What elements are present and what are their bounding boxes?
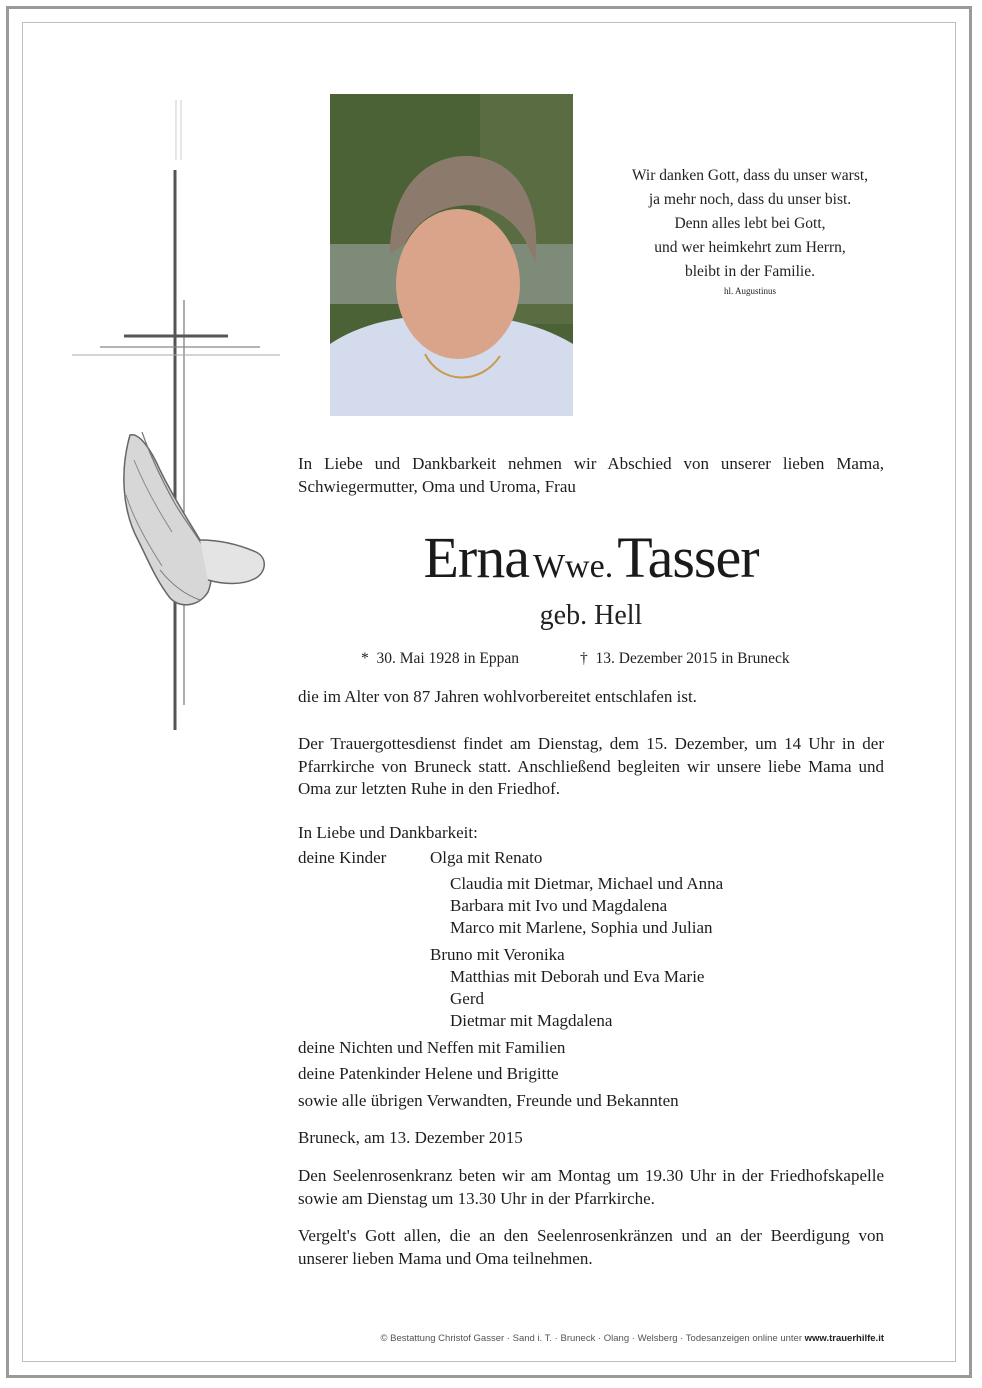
- grandchild-line: Dietmar mit Magdalena: [450, 1011, 613, 1030]
- age-line: die im Alter von 87 Jahren wohlvorbereitet entschlafen ist.: [298, 687, 697, 706]
- other-mourners: deine Nichten und Neffen mit Familien: [298, 1038, 566, 1057]
- children-label: deine Kinder: [298, 848, 387, 867]
- quote-line: und wer heimkehrt zum Herrn,: [654, 239, 846, 256]
- portrait-photo: [330, 94, 573, 416]
- intro-text: In Liebe und Dankbarkeit nehmen wir Abschied von unserer lieben Mama, Schwiegermutter, Oma und Uroma, Frau: [298, 454, 884, 496]
- footer: [298, 1333, 884, 1344]
- praying-hands-icon: [124, 432, 264, 605]
- grandchild-line: Marco mit Marlene, Sophia und Julian: [450, 918, 713, 937]
- other-mourners: sowie alle übrigen Verwandten, Freunde und Bekannten: [298, 1091, 679, 1110]
- mourners-heading: In Liebe und Dankbarkeit:: [298, 823, 478, 842]
- grandchild-line: Barbara mit Ivo und Magdalena: [450, 896, 668, 915]
- quote-line: Denn alles lebt bei Gott,: [674, 215, 826, 232]
- widow-title: Wwe.: [532, 548, 614, 585]
- grandchild-line: Claudia mit Dietmar, Michael und Anna: [450, 874, 724, 893]
- first-name: Erna: [423, 525, 529, 590]
- place-date: Bruneck, am 13. Dezember 2015: [298, 1128, 523, 1147]
- footer-url[interactable]: www.trauerhilfe.it: [804, 1333, 884, 1344]
- child-bruno: Bruno mit Veronika: [430, 945, 565, 964]
- child-olga: Olga mit Renato: [430, 848, 543, 867]
- rosary-text: Den Seelenrosenkranz beten wir am Montag um 19.30 Uhr in der Friedhofskapelle sowie am Dienstag um 13.30 Uhr in der Pfarrkirche.: [298, 1166, 884, 1208]
- quote-line: ja mehr noch, dass du unser bist.: [648, 191, 852, 208]
- deceased-name: [298, 524, 884, 591]
- quote-block: [590, 164, 910, 298]
- other-mourners: deine Patenkinder Helene und Brigitte: [298, 1064, 559, 1083]
- cross-with-praying-hands-icon: [60, 100, 300, 750]
- last-name: Tasser: [617, 525, 759, 590]
- grandchild-line: Matthias mit Deborah und Eva Marie: [450, 967, 705, 986]
- birth-date: * 30. Mai 1928 in Eppan: [361, 650, 519, 667]
- birth-symbol: *: [361, 650, 369, 667]
- service-text: Der Trauergottesdienst findet am Dienstag, dem 15. Dezember, um 14 Uhr in der Pfarrkirche von Bruneck statt. Anschließend begleiten wir unsere liebe Mama und Oma zur letzten Ruhe in den Friedhof.: [298, 734, 884, 798]
- thanks-text: Vergelt's Gott allen, die an den Seelenrosenkränzen und an der Beerdigung von unserer lieben Mama und Oma teilnehmen.: [298, 1226, 884, 1268]
- quote-line: bleibt in der Familie.: [684, 263, 815, 280]
- quote-line: Wir danken Gott, dass du unser warst,: [631, 167, 869, 184]
- birth-name: geb. Hell: [539, 600, 643, 631]
- grandchild-line: Gerd: [450, 989, 484, 1008]
- death-symbol: †: [580, 650, 588, 667]
- quote-source: hl. Augustinus: [723, 286, 776, 296]
- death-date: † 13. Dezember 2015 in Bruneck: [580, 650, 790, 667]
- footer-text: © Bestattung Christof Gasser · Sand i. T. · Bruneck · Olang · Welsberg · Todesanzeigen online unter: [380, 1333, 802, 1344]
